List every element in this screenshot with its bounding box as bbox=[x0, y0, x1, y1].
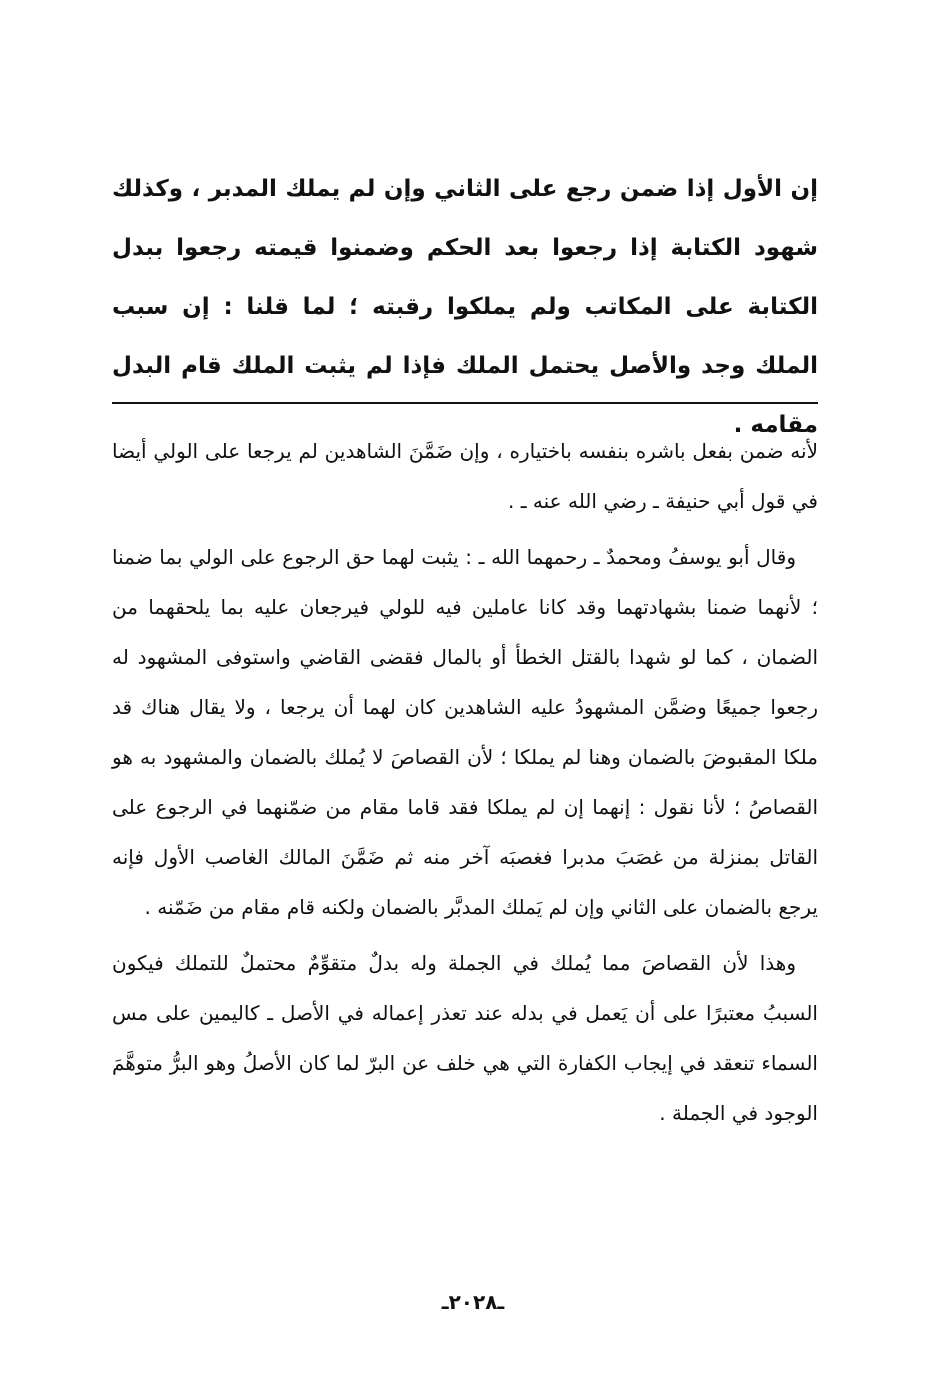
main-paragraph: إن الأول إذا ضمن رجع على الثاني وإن لم يملك المدبر ، وكذلك شهود الكتابة إذا رجعوا بعد الحكم وضمنوا قيمته رجعوا ببدل الكتابة على المكاتب ولم يملكوا رقبته ؛ لما قلنا : إن سبب الملك وجد والأصل يحتمل الملك فإذا لم يثبت الملك قام البدل مقامه . bbox=[112, 176, 818, 438]
page-number: ـ٢٠٢٨ـ bbox=[441, 1290, 505, 1314]
footnote-paragraph-1: لأنه ضمن بفعل باشره بنفسه باختياره ، وإن ضَمَّنَ الشاهدين لم يرجعا على الولي أيضا في قول أبي حنيفة ـ رضي الله عنه ـ . bbox=[112, 439, 818, 513]
footnote-paragraph-3: وهذا لأن القصاصَ مما يُملك في الجملة وله بدلٌ متقوِّمٌ محتملٌ للتملك فيكون السببُ معتبرًا على أن يَعمل في بدله عند تعذر إعماله في الأصل ـ كاليمين على مس السماء تنعقد في إيجاب الكفارة التي هي خلف عن البرّ لما كان الأصلُ وهو البرُّ متوهَّمَ الوجود في الجملة . bbox=[112, 951, 818, 1125]
footnote-paragraph-2: وقال أبو يوسفُ ومحمدٌ ـ رحمهما الله ـ : يثبت لهما حق الرجوع على الولي بما ضمنا ؛ لأنهما ضمنا بشهادتهما وقد كانا عاملين فيه للولي فيرجعان عليه بما يلحقهما من الضمان ، كما لو شهدا بالقتل الخطأ أو بالمال فقضى القاضي واستوفى المشهود له رجعوا جميعًا وضمَّن المشهودُ عليه الشاهدين كان لهما أن يرجعا ، ولا يقال هناك قد ملكا المقبوضَ بالضمان وهنا لم يملكا ؛ لأن القصاصَ لا يُملك بالضمان والمشهود به هو القصاصُ ؛ لأنا نقول : إنهما إن لم يملكا فقد قاما مقام من ضمّنهما في الرجوع على القاتل بمنزلة من غصَبَ مدبرا فغصبَه آخر منه ثم ضَمَّنَ المالك الغاصب الأول فإنه يرجع بالضمان على الثاني وإن لم يَملك المدبَّر بالضمان ولكنه قام مقام من ضَمّنه . bbox=[112, 545, 818, 919]
footnotes-block bbox=[112, 426, 818, 1144]
footnote-divider bbox=[112, 402, 818, 404]
main-text-block bbox=[112, 160, 818, 455]
